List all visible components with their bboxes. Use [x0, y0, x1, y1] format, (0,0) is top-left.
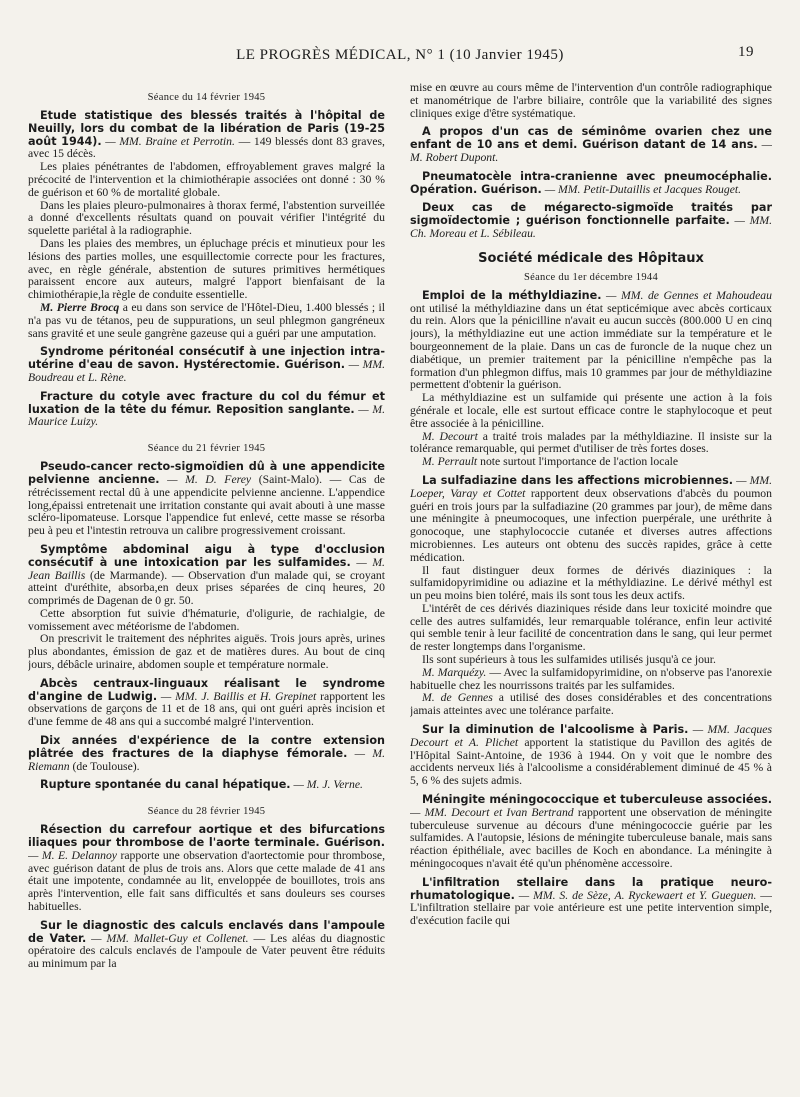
article-text: — L'infiltration stellaire par voie antérieure est une petite intervention simple, d'exécution facile qui	[410, 888, 772, 928]
article-authors: — M. D. Ferey	[159, 472, 252, 486]
article-title: Dix années d'expérience de la contre extension plâtrée des fractures de la diaphyse fémorale.	[28, 734, 385, 760]
article-title: Rupture spontanée du canal hépatique.	[40, 778, 291, 792]
paragraph: Ils sont supérieurs à tous les sulfamides utilisés jusqu'à ce jour.	[422, 653, 716, 667]
article-text: rapportent deux observations d'abcès du poumon guéri en trois jours par la sulfadiazine (20 grammes par jour), de même dans une méningite à pneumocoques, une infection puerpérale, une uréthrite à gonocoque, une staphylococcie cutanée et diverses autres affections microbiennes. Les auteurs ont obtenu des succès rapides, grâce à cette médication.	[410, 486, 772, 564]
paragraph-text: a eu dans son service de l'Hôtel-Dieu, 1.400 blessés ; il n'a pas vu de tétanos, peu de suppurations, un seul phlegmon gangréneux sans gravité et une seule gangrène gazeuse qui a guéri par une amputation.	[28, 300, 385, 340]
session-heading: Séance du 1er décembre 1944	[523, 271, 659, 283]
paragraph-text: a traité trois malades par la méthyldiazine. Il insiste sur la tolérance remarquable, qui permet d'utiliser de très fortes doses.	[410, 429, 772, 456]
session-heading: Séance du 14 février 1945	[147, 92, 266, 103]
paragraph	[410, 692, 772, 718]
paragraph-text: a utilisé des doses considérables et des concentrations jamais atteintes avec une tolérance parfaite.	[410, 691, 772, 718]
society-heading: Société médicale des Hôpitaux	[478, 250, 704, 266]
article-text: — Les aléas du diagnostic opératoire des calculs enclavés de l'ampoule de Vater peuvent être réduits au minimum par la	[28, 931, 385, 971]
paragraph: Les plaies pénétrantes de l'abdomen, effroyablement graves malgré la précocité de l'intervention et la chimiothérapie associées ont donné : 30 % de guérison et 60 % de mortalité globale.	[28, 160, 385, 199]
paragraph: On prescrivit le traitement des néphrites aiguës. Trois jours après, urines plus abondantes, émission de gaz et de matières dures. Au bout de cinq jours, débâcle urinaire, abdomen souple et température normale.	[28, 632, 385, 672]
paragraph: Dans les plaies pleuro-pulmonaires à thorax fermé, l'abstention surveillée a donné d'excellents résultats quand on pouvait vérifier l'intégrité du squelette pariétal à la radiographie.	[28, 198, 385, 238]
article-text: (de Marmande). — Observation d'un malade qui, se croyant atteint d'uréthite, absorba,en deux prises séparées de cinq heures, 20 comprimés de Dagenan de 0 gr. 50.	[28, 568, 385, 608]
article-entry	[410, 724, 772, 788]
article-authors: — MM. Mallet-Guy et Collenet.	[86, 931, 249, 945]
article-entry	[28, 779, 385, 792]
article-entry	[410, 202, 772, 240]
article-text: (de Toulouse).	[69, 759, 140, 773]
article-entry	[28, 735, 385, 773]
paragraph-text: — Avec la sulfamidopyrimidine, on n'observe pas l'anorexie habituelle chez les nourrissons traités par les sulfamides.	[410, 665, 772, 692]
article-text: rapporte une observation d'aortectomie pour thrombose, avec guérison datant de plus de trois ans. Alors que cette malade de 41 ans était une impotente, condamnée au lit, enveloppée de bouillotes, trois ans après l'intervention, elle fait sans difficultés et sans douleurs ses courses habituelles.	[28, 848, 385, 914]
article-entry	[28, 824, 385, 914]
paragraph-author: M. Pierre Brocq	[40, 300, 120, 314]
article-entry	[410, 171, 772, 197]
article-text: rapportent les observations de garçons de 11 et de 18 ans, qui ont guéri après incision et d'une femme de 48 ans qui a succombé malgré l'intervention.	[28, 689, 385, 729]
article-title: Résection du carrefour aortique et des bifurcations iliaques pour thrombose de l'aorte terminale. Guérison.	[28, 823, 385, 850]
article-authors: — MM. Jacques Decourt et A. Plichet	[410, 723, 772, 749]
article-authors: — M. Riemann	[28, 746, 385, 773]
article-title: Deux cas de mégarecto-sigmoïde traités par sigmoïdectomie ; guérison fonctionnelle parfaite.	[410, 201, 772, 228]
running-header	[40, 44, 760, 66]
article-authors: — M. Robert Dupont.	[410, 138, 772, 164]
article-text: apportent la statistique du Pavillon des agités de l'Hôpital Saint-Antoine, de 1936 à 1944. On y voit que le nombre des accidents nerveux liés à l'alcoolisme a considérablement diminué de 45 % à 5, 6 % des sujets admis.	[410, 735, 772, 788]
paragraph-author: M. de Gennes	[422, 691, 493, 705]
session-heading: Séance du 28 février 1945	[147, 806, 266, 818]
article-entry	[28, 544, 385, 608]
article-title: Pseudo-cancer recto-sigmoïdien dû à une appendicite pelvienne ancienne.	[28, 460, 385, 486]
paragraph: Il faut distinguer deux formes de dérivés diaziniques : la sulfamidopyrimidine ou adiazine et la méthyldiazine. Le dérivé méthyl est un peu moins bien toléré, mais ils sont tous les deux actifs.	[410, 563, 772, 603]
article-entry	[410, 126, 772, 164]
article-authors: — M. Jean Baillis	[28, 555, 385, 582]
left-column	[28, 92, 385, 1067]
article-entry	[28, 391, 385, 429]
article-entry	[28, 678, 385, 729]
paragraph: Cette absorption fut suivie d'hématurie, d'oligurie, de rachialgie, de vomissement avec météorisme de l'abdomen.	[28, 606, 385, 633]
article-title: Sur le diagnostic des calculs enclavés dans l'ampoule de Vater.	[28, 918, 385, 945]
article-entry	[28, 920, 385, 971]
article-title: Etude statistique des blessés traités à l'hôpital de Neuilly, lors du combat de la libération de Paris (19-25 août 1944).	[28, 109, 385, 148]
paragraph: La méthyldiazine est un sulfamide qui présente une action à la fois générale et locale, elle est surtout efficace contre le staphylocoque et peut être associée à la pénicilline.	[410, 391, 772, 430]
article-authors: — MM. S. de Sèze, A. Ryckewaert et Y. Gueguen.	[514, 888, 757, 902]
article-title: Symptôme abdominal aigu à type d'occlusion consécutif à une intoxication par les sulfamides.	[28, 542, 385, 569]
article-entry	[410, 475, 772, 565]
article-authors: — MM. Ch. Moreau et L. Sébileau.	[410, 214, 772, 240]
right-column	[410, 82, 772, 1057]
paragraph: mise en œuvre au cours même de l'intervention d'un contrôle radiographique et manométrique de l'arbre biliaire, contrôle que la variabilité des signes cliniques exige d'être systématique.	[410, 82, 772, 120]
article-title: Méningite méningococcique et tuberculeuse associées.	[422, 793, 772, 807]
article-title: Emploi de la méthyldiazine.	[422, 288, 602, 302]
article-title: Abcès centraux-linguaux réalisant le syndrome d'angine de Ludwig.	[28, 676, 385, 703]
paragraph	[410, 667, 772, 693]
article-title: Syndrome péritonéal consécutif à une injection intra-utérine d'eau de savon. Hystérectomie. Guérison.	[28, 345, 385, 372]
paragraph: Dans les plaies des membres, un épluchage précis et minutieux pour les lésions des parties molles, une esquillectomie correcte pour les fractures, avec, en règle générale, abstention de sutures primitives hermétiques paraissent encore aux auteurs, malgré l'apport bienfaisant de la chimiothérapie,la règle de conduite essentielle.	[28, 236, 385, 302]
article-authors: — MM. Braine et Perrotin.	[101, 134, 235, 148]
paragraph: L'intérêt de ces dérivés diaziniques réside dans leur toxicité moindre que celle des autres sulfamidés, leur remarquable tolérance, enfin leur activité qui semble tenir à leur facilité de concentration dans le sang, qui leur permet de rester longtemps dans l'organisme.	[410, 601, 772, 654]
paragraph	[28, 302, 385, 340]
article-authors: — MM. Decourt et Ivan Bertrand	[410, 805, 574, 819]
article-entry	[410, 794, 772, 871]
article-authors: — M. Maurice Luizy.	[28, 402, 385, 429]
paragraph-text: note surtout l'importance de l'action locale	[477, 455, 679, 469]
paragraph-author: M. Perrault	[422, 455, 478, 469]
paragraph-author: M. Decourt	[422, 429, 478, 443]
paragraph	[410, 456, 772, 469]
article-entry	[410, 290, 772, 392]
article-text: (Saint-Malo). — Cas de rétrécissement rectal dû à une appendicite pelvienne ancienne. L'appendice long,épaissi entretenait une irritation constante qui avait abouti à une masse scléro-lipomateuse. Lorsque l'appendice fut enlevé, cette masse se résorba peu à peu et l'intestin retrouva un calibre progressivement croissant.	[28, 472, 385, 538]
article-title: Pneumatocèle intra-cranienne avec pneumocéphalie. Opération. Guérison.	[410, 169, 772, 196]
article-authors: — M. E. Delannoy	[28, 848, 117, 862]
article-title: La sulfadiazine dans les affections microbiennes.	[422, 473, 733, 487]
article-title: Sur la diminution de l'alcoolisme à Paris.	[422, 723, 689, 737]
article-entry	[410, 877, 772, 928]
article-title: Fracture du cotyle avec fracture du col du fémur et luxation de la tête du fémur. Reposition sanglante.	[28, 389, 385, 416]
article-authors: — MM. J. Baillis et H. Grepinet	[157, 689, 317, 703]
paragraph	[410, 431, 772, 457]
article-authors: — MM. Petit-Dutaillis et Jacques Rouget.	[541, 182, 742, 196]
session-heading: Séance du 21 février 1945	[147, 443, 266, 455]
article-authors: — MM. Loeper, Varay et Cottet	[410, 473, 772, 500]
article-authors: — MM. Boudreau et L. Rène.	[28, 358, 385, 384]
article-title: A propos d'un cas de séminôme ovarien chez une enfant de 10 ans et demi. Guérison datant de 14 ans.	[410, 125, 772, 152]
article-authors: — M. J. Verne.	[290, 778, 363, 792]
paragraph-author: M. Marquézy.	[422, 665, 487, 679]
article-title: L'infiltration stellaire dans la pratique neuro-rhumatologique.	[410, 875, 772, 902]
article-entry	[28, 110, 385, 161]
journal-title: LE PROGRÈS MÉDICAL, N° 1 (10 Janvier 1945)	[236, 46, 564, 63]
article-text: — 149 blessés dont 83 graves, avec 15 décès.	[28, 134, 385, 161]
page-number: 19	[738, 44, 754, 60]
article-authors: — MM. de Gennes et Mahoudeau	[601, 288, 772, 302]
article-entry	[28, 461, 385, 538]
article-text: ont utilisé la méthyldiazine dans un état septicémique avec abcès corticaux du rein. Alors que la pénicilline n'avait eu aucun succès (800.000 U en cinq jours), la méthyldiazine eut une action immédiate sur la température et le bourgeonnement de la plaie. Dans un cas de furoncle de la nuque chez un diabétique, un premier traitement par la pénicilline n'empêche pas la formation d'un phlegmon diffus, mais 10 grammes par jour de méthyldiazine permettent d'obtenir la guérison.	[410, 301, 772, 392]
article-text: rapportent une observation de méningite tuberculeuse survenue au décours d'une méningococcie guérie par les sulfamides. A l'autopsie, lésions de méningite tuberculeuse banale, mais sans réaction épithéliale, avec bacilles de Koch en abondance. La méningite à méningocoques n'avait été qu'un phénomène accessoire.	[410, 805, 772, 871]
article-entry	[28, 346, 385, 384]
